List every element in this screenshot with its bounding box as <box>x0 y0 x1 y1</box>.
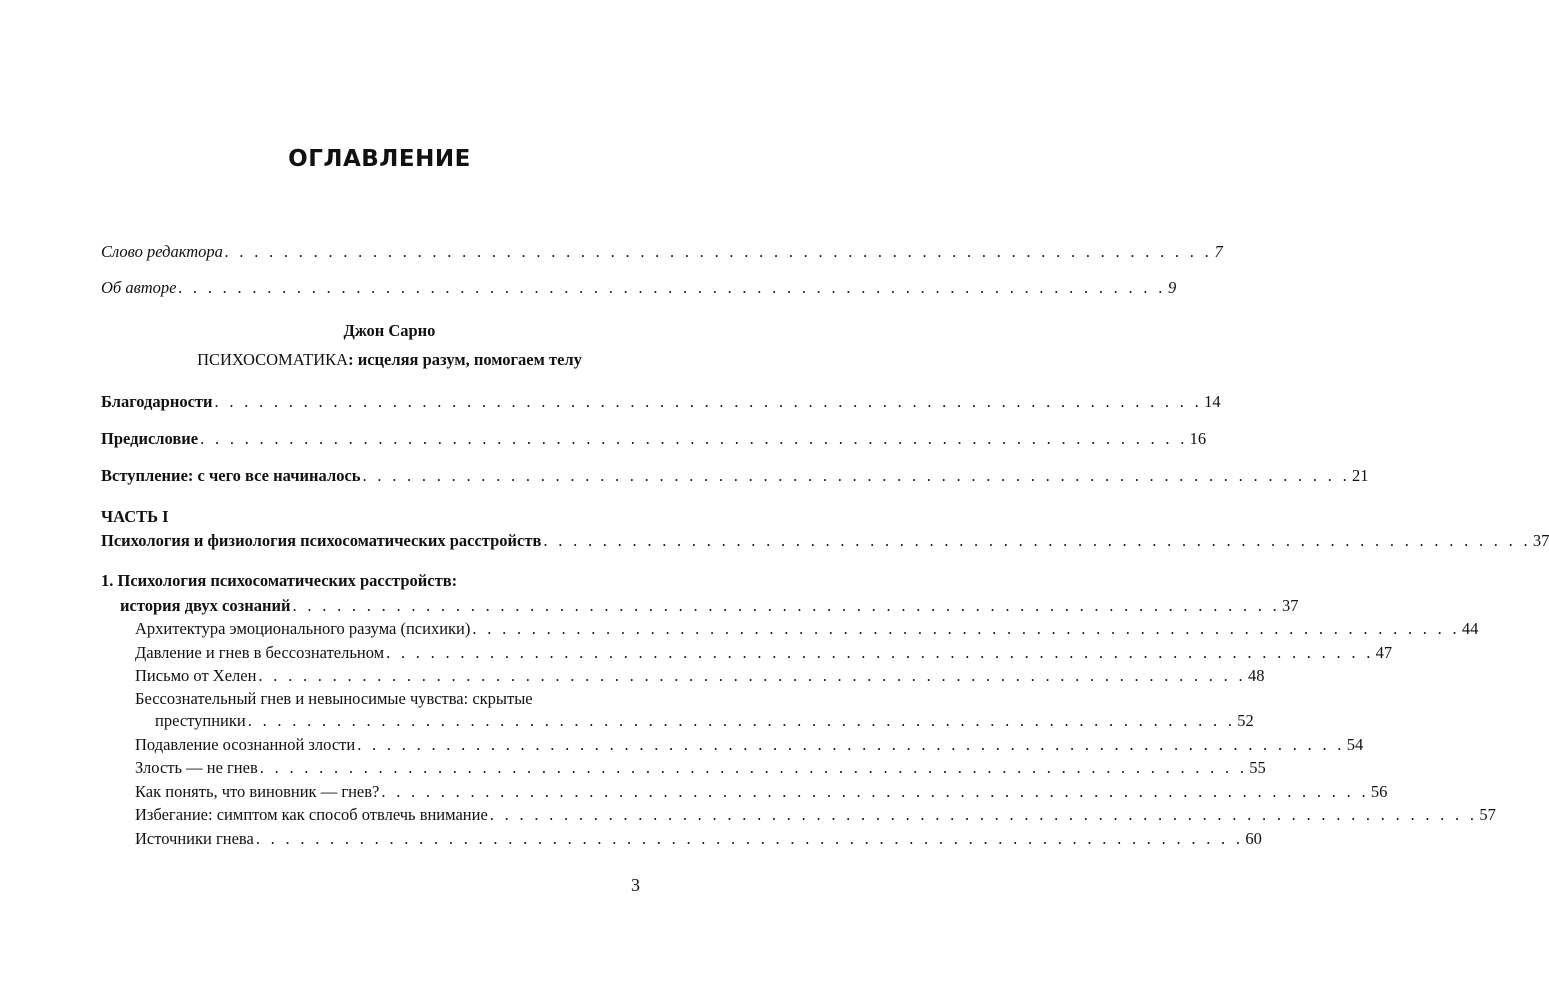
toc-entry-chapter-1[interactable] <box>120 596 1299 616</box>
toc-entry-label: Подавление осознанной злости <box>135 735 356 754</box>
toc-entry-page: 55 <box>1249 758 1266 777</box>
dot-leader: . . . . . . . . . . . . . . . . . . . . . . . . . . . . . . . . . . . . . . . . . . . . . . . . . . . . . . . . . . . . . . . . . . . <box>259 758 1248 777</box>
toc-entry-label: Источники гнева <box>135 829 254 848</box>
toc-entry-label: Вступление: с чего все начиналось <box>101 466 361 485</box>
page-number: 3 <box>631 875 640 895</box>
toc-entry-label: Об авторе <box>101 278 177 297</box>
book-title-caps: ПСИХОСОМАТИКА <box>197 350 349 369</box>
toc-entry-part-1[interactable] <box>101 531 1549 551</box>
book-author: Джон Сарно <box>343 321 436 340</box>
toc-entry-section[interactable] <box>135 758 1266 778</box>
toc-entry-label: Давление и гнев в бессознательном <box>135 643 385 662</box>
toc-entry-introduction[interactable] <box>101 466 1369 486</box>
toc-entry-label: история двух сознаний <box>120 596 291 615</box>
dot-leader: . . . . . . . . . . . . . . . . . . . . . . . . . . . . . . . . . . . . . . . . . . . . . . . . . . . . . . . . . . . . . . . . . . . <box>214 392 1203 411</box>
page-title: ОГЛАВЛЕНИЕ <box>288 146 471 172</box>
toc-entry-section[interactable] <box>135 829 1262 849</box>
toc-entry-acknowledgements[interactable] <box>101 392 1221 412</box>
dot-leader: . . . . . . . . . . . . . . . . . . . . . . . . . . . . . . . . . . . . . . . . . . . . . . . . . . . . . . . . . . . . . . . . . . . <box>543 531 1531 550</box>
toc-entry-page: 37 <box>1532 531 1549 550</box>
toc-entry-section[interactable] <box>135 782 1388 802</box>
toc-entry-page: 57 <box>1479 805 1496 824</box>
toc-entry-page: 21 <box>1352 466 1369 485</box>
toc-entry-section[interactable] <box>135 619 1479 639</box>
dot-leader: . . . . . . . . . . . . . . . . . . . . . . . . . . . . . . . . . . . . . . . . . . . . . . . . . . . . . . . . . . . . . . . . . . . <box>381 782 1369 801</box>
toc-entry-page: 44 <box>1461 619 1479 638</box>
toc-entry-page: 60 <box>1245 829 1262 848</box>
toc-entry-page: 56 <box>1370 782 1388 801</box>
toc-entry-label: Избегание: симптом как способ отвлечь внимание <box>135 805 488 824</box>
toc-entry-preface[interactable] <box>101 429 1207 449</box>
dot-leader: . . . . . . . . . . . . . . . . . . . . . . . . . . . . . . . . . . . . . . . . . . . . . . . . . . . . . . . . . . . . . . . . . . . <box>386 643 1374 662</box>
toc-entry-label: Слово редактора <box>101 242 223 261</box>
toc-entry-page: 37 <box>1282 596 1299 615</box>
toc-entry-label: Архитектура эмоционального разума (психики) <box>135 619 471 638</box>
toc-entry-label: Как понять, что виновник — гнев? <box>135 782 380 801</box>
book-subtitle: : исцеляя разум, помогаем телу <box>348 350 582 369</box>
toc-entry-section-line1[interactable]: Бессознательный гнев и невыносимые чувства: скрытые <box>135 689 533 708</box>
toc-entry-label: Письмо от Хелен <box>135 666 257 685</box>
toc-entry-section[interactable] <box>135 643 1393 663</box>
toc-entry-section[interactable] <box>135 735 1364 755</box>
dot-leader: . . . . . . . . . . . . . . . . . . . . . . . . . . . . . . . . . . . . . . . . . . . . . . . . . . . . . . . . . . . . . . . . . . . <box>255 829 1244 848</box>
dot-leader: . . . . . . . . . . . . . . . . . . . . . . . . . . . . . . . . . . . . . . . . . . . . . . . . . . . . . . . . . . . . . . . . . . . <box>489 805 1478 824</box>
toc-entry-page: 52 <box>1237 711 1254 730</box>
dot-leader: . . . . . . . . . . . . . . . . . . . . . . . . . . . . . . . . . . . . . . . . . . . . . . . . . . . . . . . . . . . . . . . . . . . <box>292 596 1281 615</box>
dot-leader: . . . . . . . . . . . . . . . . . . . . . . . . . . . . . . . . . . . . . . . . . . . . . . . . . . . . . . . . . . . . . . . . . . . <box>472 619 1460 638</box>
dot-leader: . . . . . . . . . . . . . . . . . . . . . . . . . . . . . . . . . . . . . . . . . . . . . . . . . . . . . . . . . . . . . . . . . . . <box>247 711 1236 730</box>
dot-leader: . . . . . . . . . . . . . . . . . . . . . . . . . . . . . . . . . . . . . . . . . . . . . . . . . . . . . . . . . . . . . . . . . . . <box>362 466 1351 485</box>
toc-entry-label: Благодарности <box>101 392 213 411</box>
toc-entry-page: 47 <box>1375 643 1393 662</box>
dot-leader: . . . . . . . . . . . . . . . . . . . . . . . . . . . . . . . . . . . . . . . . . . . . . . . . . . . . . . . . . . . . . . . . . . . <box>178 278 1167 297</box>
toc-entry-page: 14 <box>1204 392 1221 411</box>
toc-entry-label: Психология и физиология психосоматических расстройств <box>101 531 542 550</box>
part-heading: ЧАСТЬ I <box>101 507 169 526</box>
dot-leader: . . . . . . . . . . . . . . . . . . . . . . . . . . . . . . . . . . . . . . . . . . . . . . . . . . . . . . . . . . . . . . . . . . . <box>224 242 1213 261</box>
dot-leader: . . . . . . . . . . . . . . . . . . . . . . . . . . . . . . . . . . . . . . . . . . . . . . . . . . . . . . . . . . . . . . . . . . . <box>200 429 1188 448</box>
toc-entry-section[interactable] <box>135 805 1496 825</box>
toc-entry-label: Предисловие <box>101 429 199 448</box>
toc-entry-section[interactable] <box>155 711 1254 731</box>
toc-entry-editor-word[interactable] <box>101 242 1223 262</box>
book-title <box>10 350 769 370</box>
toc-entry-about-author[interactable] <box>101 278 1177 298</box>
dot-leader: . . . . . . . . . . . . . . . . . . . . . . . . . . . . . . . . . . . . . . . . . . . . . . . . . . . . . . . . . . . . . . . . . . . <box>258 666 1246 685</box>
toc-entry-page: 16 <box>1189 429 1207 448</box>
toc-entry-label: преступники <box>155 711 246 730</box>
toc-entry-page: 7 <box>1214 242 1223 261</box>
chapter-title-line1[interactable]: 1. Психология психосоматических расстройств: <box>101 571 458 590</box>
toc-entry-page: 48 <box>1247 666 1265 685</box>
toc-entry-label: Злость — не гнев <box>135 758 258 777</box>
toc-entry-page: 9 <box>1168 278 1177 297</box>
toc-entry-section[interactable] <box>135 666 1265 686</box>
dot-leader: . . . . . . . . . . . . . . . . . . . . . . . . . . . . . . . . . . . . . . . . . . . . . . . . . . . . . . . . . . . . . . . . . . . <box>357 735 1345 754</box>
toc-entry-page: 54 <box>1346 735 1364 754</box>
